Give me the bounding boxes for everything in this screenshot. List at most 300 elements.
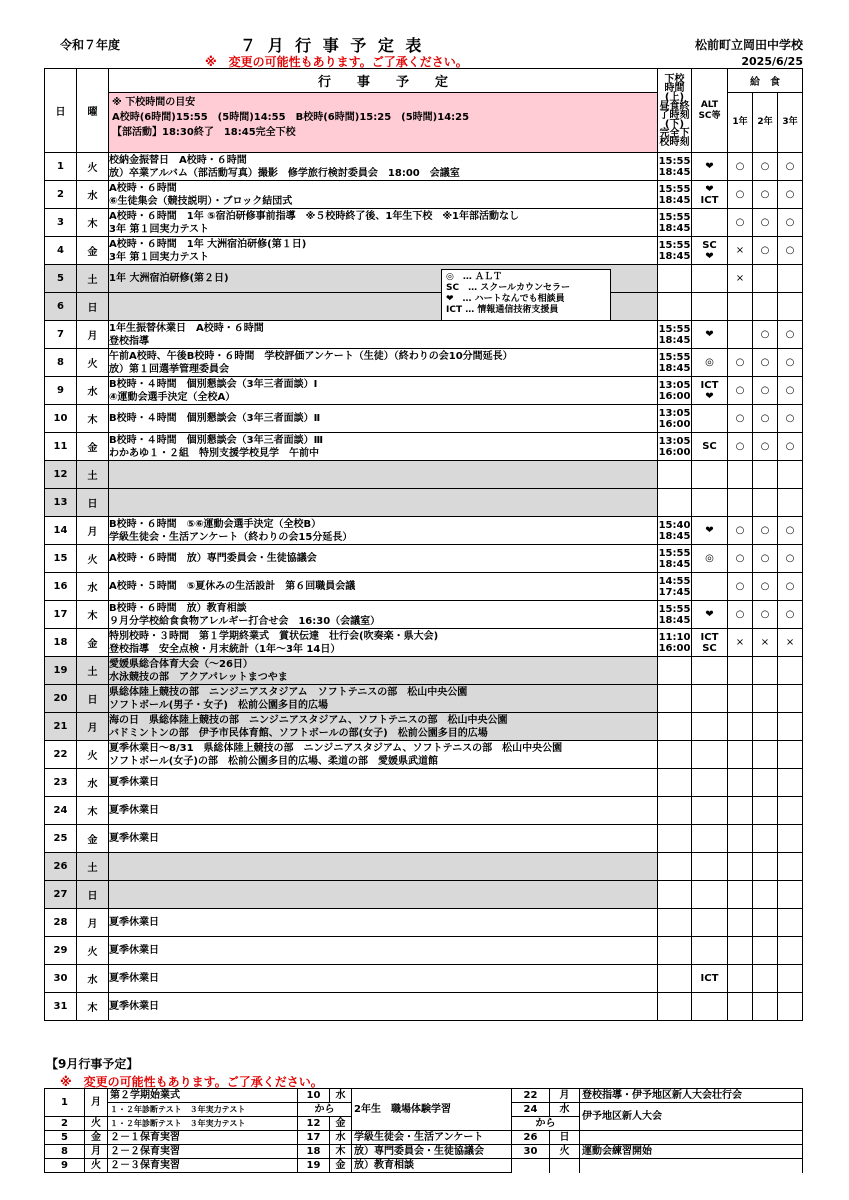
sep-event: 2年生 職場体験学習	[352, 1089, 512, 1131]
dismissal-time	[658, 461, 692, 489]
meal-grade1	[728, 937, 753, 965]
day-number: 20	[45, 685, 77, 713]
sep-day: 8	[45, 1145, 85, 1159]
meal-grade3: ○	[778, 377, 803, 405]
event-line: B校時・６時間 放）教育相談	[109, 602, 247, 614]
day-row	[45, 405, 803, 433]
day-events	[109, 657, 658, 685]
day-of-week: 土	[77, 853, 109, 881]
day-events	[109, 825, 658, 853]
meal-grade1	[728, 293, 753, 321]
day-events	[109, 545, 658, 573]
meal-grade2	[753, 825, 778, 853]
alt-sc-mark	[692, 881, 728, 909]
meal-grade3: ○	[778, 545, 803, 573]
col-dow-header: 曜	[77, 69, 109, 153]
day-of-week: 土	[77, 657, 109, 685]
meal-grade2: ○	[753, 209, 778, 237]
meal-grade2	[753, 685, 778, 713]
dismissal-time: 13:05 16:00	[658, 405, 692, 433]
meal-grade1	[728, 713, 753, 741]
day-number: 31	[45, 993, 77, 1021]
day-row	[45, 181, 803, 209]
day-number: 19	[45, 657, 77, 685]
sep-day: 2	[45, 1117, 85, 1131]
event-line: 3年 第１回実力テスト	[109, 251, 210, 263]
meal-grade2: ○	[753, 377, 778, 405]
dismissal-time	[658, 657, 692, 685]
meal-grade3	[778, 797, 803, 825]
sep-dow: 金	[85, 1131, 108, 1145]
day-number: 14	[45, 517, 77, 545]
meal-grade1: ○	[728, 601, 753, 629]
meal-grade3	[778, 881, 803, 909]
day-events	[109, 601, 658, 629]
dismissal-time	[658, 293, 692, 321]
day-number: 22	[45, 741, 77, 769]
day-number: 29	[45, 937, 77, 965]
dismissal-time	[658, 265, 692, 293]
meal-grade3: ○	[778, 517, 803, 545]
day-number: 24	[45, 797, 77, 825]
day-of-week: 水	[77, 769, 109, 797]
day-events	[109, 153, 658, 181]
day-number: 15	[45, 545, 77, 573]
day-row	[45, 377, 803, 405]
dismissal-box: ※ 下校時間の目安 A校時(6時間)15:55 (5時間)14:55 B校時(6時間)15:25 (5時間)14:25 【部活動】18:30終了 18:45完全下校	[109, 93, 658, 153]
sep-kara: から	[298, 1103, 352, 1117]
legend-item: ◎ … ＡＬＴ	[446, 272, 502, 282]
day-events	[109, 937, 658, 965]
day-of-week: 水	[77, 181, 109, 209]
event-line: 1年生振替休業日 A校時・６時間	[109, 322, 264, 334]
sep-event: 放）専門委員会・生徒協議会	[352, 1145, 512, 1159]
event-line: 登校指導 安全点検・月末統計（1年～3年 14日）	[109, 643, 341, 655]
day-of-week: 火	[77, 741, 109, 769]
dismissal-time	[658, 713, 692, 741]
event-line: A校時・６時間 1年 大洲宿泊研修(第１日)	[109, 238, 307, 250]
dismissal-time	[658, 769, 692, 797]
meal-grade1	[728, 489, 753, 517]
alt-sc-mark: ❤	[692, 601, 728, 629]
event-line: ソフトボール(男子・女子) 松前公園多目的広場	[109, 699, 328, 711]
legend-item: ❤ … ハートなんでも相談員	[446, 294, 565, 304]
day-of-week: 水	[77, 573, 109, 601]
september-title: 【9月行事予定】	[46, 1057, 139, 1071]
day-number: 13	[45, 489, 77, 517]
event-line: 校納金振替日 A校時・６時間	[109, 154, 247, 166]
day-of-week: 火	[77, 545, 109, 573]
day-number: 12	[45, 461, 77, 489]
sep-event: 伊予地区新人大会	[580, 1103, 803, 1131]
alt-sc-mark: ❤	[692, 321, 728, 349]
event-line: 夏季休業日	[109, 917, 159, 928]
meal-grade1: ○	[728, 517, 753, 545]
event-line: 夏季休業日～8/31 県総体陸上競技の部 ニンジニアスタジアム、ソフトテニスの部 松山中央公園	[109, 742, 563, 754]
day-row	[45, 545, 803, 573]
meal-grade2	[753, 713, 778, 741]
meal-grade3: ○	[778, 349, 803, 377]
meal-grade1: ○	[728, 181, 753, 209]
alt-sc-mark: SC ❤	[692, 237, 728, 265]
schedule-table	[44, 68, 803, 1021]
day-of-week: 水	[77, 377, 109, 405]
sep-dow: 火	[85, 1117, 108, 1131]
meal-grade2	[753, 853, 778, 881]
dismissal-time: 15:40 18:45	[658, 517, 692, 545]
sep-dow: 金	[330, 1159, 352, 1173]
col-alt-header: ALT SC等	[692, 69, 728, 153]
day-row	[45, 657, 803, 685]
day-events	[109, 741, 658, 769]
event-line: 夏季休業日	[109, 945, 159, 956]
day-events	[109, 909, 658, 937]
day-of-week: 火	[77, 153, 109, 181]
day-number: 28	[45, 909, 77, 937]
meal-grade2: ○	[753, 601, 778, 629]
day-row	[45, 517, 803, 545]
dismissal-time: 15:55 18:45	[658, 153, 692, 181]
sep-dow: 水	[550, 1103, 580, 1117]
dismissal-time	[658, 797, 692, 825]
day-of-week: 日	[77, 293, 109, 321]
day-events	[109, 517, 658, 545]
alt-sc-mark	[692, 993, 728, 1021]
event-line: わかあゆ１・２組 特別支援学校見学 午前中	[109, 447, 319, 459]
event-line: 水泳競技の部 アクアパレットまつやま	[109, 671, 288, 683]
day-events	[109, 321, 658, 349]
sep-event: 第２学期始業式	[108, 1089, 298, 1103]
day-events	[109, 685, 658, 713]
meal-grade1	[728, 825, 753, 853]
meal-grade1	[728, 769, 753, 797]
day-of-week: 木	[77, 993, 109, 1021]
day-events	[109, 349, 658, 377]
meal-grade1: ×	[728, 265, 753, 293]
alt-sc-mark: ❤	[692, 517, 728, 545]
day-of-week: 金	[77, 825, 109, 853]
day-row	[45, 601, 803, 629]
legend-item: ICT … 情報通信技術支援員	[446, 305, 559, 315]
day-of-week: 月	[77, 321, 109, 349]
sep-day: 17	[298, 1131, 330, 1145]
alt-sc-mark: ◎	[692, 349, 728, 377]
alt-sc-mark	[692, 209, 728, 237]
fiscal-year: 令和７年度	[60, 38, 121, 52]
meal-grade2: ×	[753, 629, 778, 657]
day-number: 2	[45, 181, 77, 209]
change-note: ※ 変更の可能性もあります。ご了承ください。	[205, 55, 468, 69]
sep-day: 18	[298, 1145, 330, 1159]
day-row	[45, 909, 803, 937]
day-row	[45, 321, 803, 349]
day-row	[45, 685, 803, 713]
meal-grade1	[728, 993, 753, 1021]
col-day-header: 日	[45, 69, 77, 153]
event-line: 特別校時・３時間 第１学期終業式 賞状伝達 壮行会(吹奏楽・県大会)	[109, 630, 439, 642]
day-number: 21	[45, 713, 77, 741]
event-line: 夏季休業日	[109, 777, 159, 788]
day-of-week: 金	[77, 629, 109, 657]
event-line: 放）卒業アルバム（部活動写真）撮影 修学旅行検討委員会 18:00 会議室	[109, 167, 460, 179]
event-line: 夏季休業日	[109, 833, 159, 844]
day-number: 4	[45, 237, 77, 265]
meal-grade2	[753, 461, 778, 489]
day-events	[109, 881, 658, 909]
meal-grade2: ○	[753, 349, 778, 377]
dismissal-time	[658, 937, 692, 965]
sep-dow: 木	[330, 1145, 352, 1159]
legend-box	[441, 269, 611, 321]
meal-grade3: ○	[778, 573, 803, 601]
day-number: 6	[45, 293, 77, 321]
meal-grade1: ○	[728, 153, 753, 181]
sep-day: 12	[298, 1117, 330, 1131]
meal-grade1: ○	[728, 405, 753, 433]
day-number: 30	[45, 965, 77, 993]
meal-grade2: ○	[753, 181, 778, 209]
day-of-week: 月	[77, 909, 109, 937]
day-number: 1	[45, 153, 77, 181]
day-events	[109, 405, 658, 433]
day-row	[45, 741, 803, 769]
day-of-week: 金	[77, 237, 109, 265]
day-row	[45, 489, 803, 517]
alt-sc-mark: ◎	[692, 545, 728, 573]
event-line: 夏季休業日	[109, 1001, 159, 1012]
day-row	[45, 433, 803, 461]
day-events	[109, 461, 658, 489]
meal-grade1	[728, 741, 753, 769]
meal-grade2	[753, 797, 778, 825]
meal-grade2: ○	[753, 433, 778, 461]
sep-dow: 月	[85, 1145, 108, 1159]
day-row	[45, 769, 803, 797]
meal-grade2: ○	[753, 153, 778, 181]
alt-sc-mark	[692, 657, 728, 685]
meal-grade3	[778, 853, 803, 881]
day-events	[109, 965, 658, 993]
dismissal-time: 15:55 18:45	[658, 209, 692, 237]
day-events	[109, 237, 658, 265]
meal-grade3	[778, 965, 803, 993]
sep-event: 登校指導・伊予地区新人大会壮行会	[580, 1089, 803, 1103]
meal-grade1	[728, 797, 753, 825]
col-grade3-header: 3年	[778, 93, 803, 153]
meal-grade1	[728, 461, 753, 489]
meal-grade3: ○	[778, 433, 803, 461]
col-meal-header: 給 食	[728, 69, 803, 93]
meal-grade3: ○	[778, 153, 803, 181]
event-line: B校時・４時間 個別懇談会（3年三者面談）Ⅰ	[109, 378, 318, 390]
sep-day: 19	[298, 1159, 330, 1173]
sep-event: １・２年診断テスト ３年実力テスト	[108, 1103, 298, 1117]
meal-grade2	[753, 293, 778, 321]
event-line: ⑥生徒集会（競技説明）・ブロック結団式	[109, 195, 293, 207]
event-line: 県総体陸上競技の部 ニンジニアスタジアム ソフトテニスの部 松山中央公園	[109, 686, 468, 698]
sep-event: ２－１保育実習	[108, 1131, 298, 1145]
event-line: 登校指導	[109, 335, 149, 347]
event-line: 夏季休業日	[109, 805, 159, 816]
alt-sc-mark: ICT ❤	[692, 377, 728, 405]
sep-dow: 火	[550, 1145, 580, 1159]
day-number: 25	[45, 825, 77, 853]
sep-day: 22	[512, 1089, 550, 1103]
sep-day: 9	[45, 1159, 85, 1173]
meal-grade2	[753, 265, 778, 293]
col-events-header: 行 事 予 定	[109, 69, 658, 93]
legend-item: SC … スクールカウンセラー	[446, 283, 571, 293]
dismissal-time	[658, 909, 692, 937]
meal-grade3: ○	[778, 237, 803, 265]
sep-dow: 月	[85, 1089, 108, 1117]
day-number: 27	[45, 881, 77, 909]
meal-grade2: ○	[753, 517, 778, 545]
issue-date: 2025/6/25	[741, 55, 803, 68]
dismissal-time	[658, 685, 692, 713]
day-of-week: 木	[77, 601, 109, 629]
alt-sc-mark	[692, 293, 728, 321]
meal-grade3	[778, 293, 803, 321]
alt-sc-mark: SC	[692, 433, 728, 461]
meal-grade2: ○	[753, 321, 778, 349]
dismissal-time: 15:55 18:45	[658, 321, 692, 349]
dismissal-time	[658, 825, 692, 853]
dismissal-time	[658, 993, 692, 1021]
sep-event: ２－３保育実習	[108, 1159, 298, 1173]
day-row	[45, 937, 803, 965]
day-row	[45, 629, 803, 657]
meal-grade3	[778, 769, 803, 797]
dismissal-time: 15:55 18:45	[658, 601, 692, 629]
meal-grade1	[728, 685, 753, 713]
meal-grade3	[778, 993, 803, 1021]
day-events	[109, 629, 658, 657]
meal-grade3	[778, 825, 803, 853]
meal-grade1: ○	[728, 545, 753, 573]
sep-dow: 水	[330, 1131, 352, 1145]
page-title: ７ 月 行 事 予 定 表	[240, 36, 425, 55]
col-grade2-header: 2年	[753, 93, 778, 153]
sep-event: １・２年診断テスト ３年実力テスト	[108, 1117, 298, 1131]
sep-dow: 水	[330, 1089, 352, 1103]
meal-grade2	[753, 937, 778, 965]
sep-dow: 火	[85, 1159, 108, 1173]
dismissal-time: 11:10 16:00	[658, 629, 692, 657]
day-number: 3	[45, 209, 77, 237]
day-row	[45, 153, 803, 181]
event-line: 学級生徒会・生活アンケート（終わりの会15分延長）	[109, 531, 353, 543]
event-line: A校時・６時間 1年 ⑤宿泊研修事前指導 ※５校時終了後、1年生下校 ※1年部活動なし	[109, 210, 520, 222]
day-of-week: 木	[77, 797, 109, 825]
day-of-week: 日	[77, 685, 109, 713]
day-number: 18	[45, 629, 77, 657]
alt-sc-mark	[692, 769, 728, 797]
alt-sc-mark: ICT SC	[692, 629, 728, 657]
meal-grade1	[728, 965, 753, 993]
meal-grade3	[778, 265, 803, 293]
meal-grade2	[753, 489, 778, 517]
sep-day: 24	[512, 1103, 550, 1117]
alt-sc-mark	[692, 797, 728, 825]
day-row	[45, 825, 803, 853]
dismissal-time: 15:55 18:45	[658, 181, 692, 209]
sep-day: 5	[45, 1131, 85, 1145]
meal-grade3: ○	[778, 601, 803, 629]
meal-grade2: ○	[753, 405, 778, 433]
meal-grade3	[778, 489, 803, 517]
dismissal-time	[658, 965, 692, 993]
meal-grade2: ○	[753, 237, 778, 265]
day-events	[109, 853, 658, 881]
september-table	[44, 1088, 803, 1173]
day-of-week: 金	[77, 433, 109, 461]
meal-grade1	[728, 657, 753, 685]
event-line: 午前A校時、午後B校時・６時間 学校評価アンケート（生徒）（終わりの会10分間延長）	[109, 350, 513, 362]
col-time-header: 下校 時間 (上) 昼食終 了時刻 (下) 完全下 校時刻	[658, 69, 692, 153]
day-number: 11	[45, 433, 77, 461]
day-events	[109, 769, 658, 797]
event-line: 放）第１回選挙管理委員会	[109, 363, 229, 375]
dismissal-time: 14:55 17:45	[658, 573, 692, 601]
event-line: B校時・４時間 個別懇談会（3年三者面談）Ⅲ	[109, 434, 324, 446]
alt-sc-mark	[692, 405, 728, 433]
meal-grade2: ○	[753, 573, 778, 601]
meal-grade3: ○	[778, 181, 803, 209]
sep-dow: 日	[550, 1131, 580, 1145]
day-of-week: 日	[77, 881, 109, 909]
sep-day: 26	[512, 1131, 550, 1145]
sep-day: 1	[45, 1089, 85, 1117]
event-line: B校時・４時間 個別懇談会（3年三者面談）Ⅱ	[109, 413, 321, 424]
meal-grade1: ○	[728, 433, 753, 461]
school-name: 松前町立岡田中学校	[694, 38, 803, 52]
meal-grade2	[753, 769, 778, 797]
day-number: 8	[45, 349, 77, 377]
event-line: バドミントンの部 伊予市民体育館、ソフトボールの部(女子) 松前公園多目的広場	[109, 727, 488, 739]
day-row	[45, 237, 803, 265]
sep-event: 運動会練習開始	[580, 1145, 803, 1159]
alt-sc-mark	[692, 685, 728, 713]
meal-grade1	[728, 321, 753, 349]
alt-sc-mark	[692, 573, 728, 601]
day-row	[45, 349, 803, 377]
event-line: 愛媛県総合体育大会（～26日）	[109, 658, 253, 670]
dismissal-time: 15:55 18:45	[658, 349, 692, 377]
alt-sc-mark	[692, 937, 728, 965]
event-line: ④運動会選手決定（全校A）	[109, 391, 236, 403]
day-row	[45, 965, 803, 993]
meal-grade1	[728, 909, 753, 937]
day-of-week: 火	[77, 937, 109, 965]
event-line: A校時・５時間 ⑤夏休みの生活設計 第６回職員会議	[109, 581, 356, 592]
meal-grade3	[778, 657, 803, 685]
sep-event: 学級生徒会・生活アンケート	[352, 1131, 512, 1145]
dismissal-time	[658, 881, 692, 909]
day-row	[45, 293, 803, 321]
day-row	[45, 993, 803, 1021]
alt-sc-mark	[692, 265, 728, 293]
sep-event: 放）教育相談	[352, 1159, 512, 1173]
meal-grade1: ○	[728, 377, 753, 405]
meal-grade3	[778, 685, 803, 713]
sep-event: ２－２保育実習	[108, 1145, 298, 1159]
sep-dow: 金	[330, 1117, 352, 1131]
meal-grade1	[728, 881, 753, 909]
meal-grade1: ×	[728, 237, 753, 265]
meal-grade2	[753, 909, 778, 937]
day-events	[109, 377, 658, 405]
